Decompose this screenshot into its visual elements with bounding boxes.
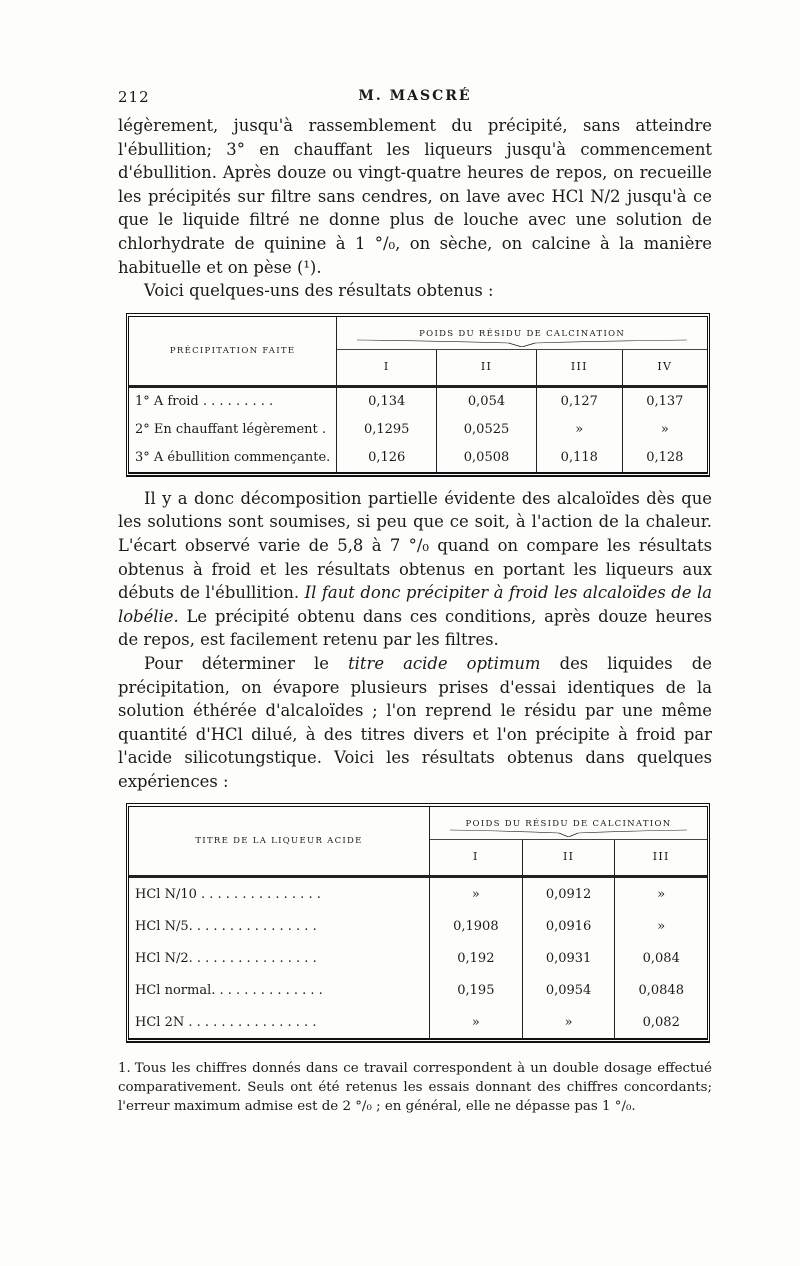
value-cell: 0,0931 [522,942,615,974]
table-row [129,877,707,911]
paragraph-3-italic: Il faut donc précipiter à froid les alcaloïdes de la lobélie. [118,583,713,626]
table2-brace [450,829,687,837]
value-cell: 0,0916 [522,910,615,942]
value-cell: 0,127 [536,386,622,416]
value-cell: » [430,1006,523,1038]
value-cell: » [660,422,669,438]
value-cell: 0,192 [430,942,523,974]
value-cell: 0,0912 [522,877,615,911]
value-cell: 0,195 [430,974,523,1006]
table-row [129,1006,707,1038]
value-cell: 0,054 [437,386,537,416]
paragraph-4-text-b: des liquides de précipitation, on évapore plusieurs prises d'essai identiques de la solution éthérée d'alcaloïdes ; l'on reprend le résidu par une même quantité d'HCl dilué, à des titres divers et l'on précipite à froid par l'acide silicotungstique. Voici les résultats obtenus dans quelques expériences : [118,653,712,791]
value-cell: » [657,918,666,934]
value-cell: 0,126 [337,444,437,472]
row-label: HCl normal. . . . . . . . . . . . . . [129,974,430,1006]
table2-col-header: I [430,840,523,877]
page-number: 212 [118,88,150,106]
value-cell: 0,0525 [437,416,537,444]
value-cell: » [536,416,622,444]
table2-row-header: TITRE DE LA LIQUEUR ACIDE [129,807,430,877]
value-cell: 0,118 [536,444,622,472]
table1-group-header [337,317,707,350]
value-cell: 0,0954 [522,974,615,1006]
table-row [129,386,707,416]
footnote-ref: (¹). [296,257,322,277]
row-label: HCl N/5. . . . . . . . . . . . . . . . [129,910,430,942]
value-cell: » [430,877,523,911]
table-row [129,910,707,942]
results-table-1 [126,313,710,477]
table2-col-header: III [615,840,707,877]
running-head: M. MASCRÉ [358,88,472,104]
value-cell: 0,082 [642,1014,680,1030]
table1-col-header: I [337,349,437,386]
value-cell: 0,128 [646,450,684,466]
row-label: HCl N/10 . . . . . . . . . . . . . . . [129,877,430,911]
table-row [129,444,707,472]
row-label: HCl N/2. . . . . . . . . . . . . . . . [129,942,430,974]
row-label: 1° A froid . . . . . . . . . [129,386,337,416]
table1-brace [357,339,687,347]
paragraph-4 [118,652,712,794]
table1-row-header: PRÉCIPITATION FAITE [129,317,337,387]
value-cell: 0,134 [337,386,437,416]
table2-col-header: II [522,840,615,877]
table2-body [129,877,707,1039]
value-cell: 0,1295 [337,416,437,444]
paragraph-1-text: légèrement, jusqu'à rassemblement du précipité, sans atteindre l'ébullition; 3° en chauffant les liqueurs jusqu'à commencement d'ébullition. Après douze ou vingt-quatre heures de repos, on recueille les précipités sur filtre sans cendres, on lave avec HCl N/2 jusqu'à ce que le liquide filtré ne donne plus de louche avec une solution de chlorhydrate de quinine à 1 °/₀, on sèche, on calcine à la manière habituelle et on pèse [118,116,712,277]
value-cell: 0,137 [646,394,684,410]
paragraph-3 [118,487,712,652]
paragraph-4-italic: titre acide optimum [348,653,541,673]
footnote [118,1059,712,1116]
table-row [129,416,707,444]
row-label: HCl 2N . . . . . . . . . . . . . . . . [129,1006,430,1038]
table1-col-header: IV [622,349,707,386]
paragraph-1 [118,114,712,279]
row-label: 2° En chauffant légèrement . [129,416,337,444]
value-cell: » [522,1006,615,1038]
table2-group-header [430,807,708,840]
value-cell: 0,084 [642,950,680,966]
table-row [129,942,707,974]
table1-col-header: III [536,349,622,386]
table1-group-header-label: POIDS DU RÉSIDU DE CALCINATION [419,328,626,339]
table1-col-header: II [437,349,537,386]
value-cell: 0,1908 [430,910,523,942]
table2-group-header-label: POIDS DU RÉSIDU DE CALCINATION [465,819,672,830]
page-header [118,88,712,114]
paragraph-4-text-a: Pour déterminer le [144,653,329,673]
footnote-text: Tous les chiffres donnés dans ce travail correspondent à un double dosage effectué comparativement. Seuls ont été retenus les essais donnant des chiffres concordants; l'erreur maximum admise est de 2 °/₀ ; en général, elle ne dépasse pas 1 °/₀. [118,1061,712,1115]
table1-body [129,386,707,472]
value-cell: 0,0508 [437,444,537,472]
footnote-number: 1. [118,1061,131,1077]
paragraph-3-text-b: Le précipité obtenu dans ces conditions, après douze heures de repos, est facilement retenu par les filtres. [118,606,712,650]
page [118,88,712,1116]
value-cell: 0,0848 [638,982,684,998]
row-label: 3° A ébullition commençante. [129,444,337,472]
value-cell: » [657,886,666,902]
results-table-2 [126,803,710,1043]
paragraph-2: Voici quelques-uns des résultats obtenus : [144,281,494,301]
paragraph-3-text-a: Il y a donc décomposition partielle évidente des alcaloïdes dès que les solutions sont soumises, si peu que ce soit, à l'action de la chaleur. L'écart observé varie de 5,8 à 7 °/₀ quand on compare les résultats obtenus à froid et les résultats obtenus en portant les liqueurs aux débuts de l'ébullition. [118,488,712,603]
table-row [129,974,707,1006]
